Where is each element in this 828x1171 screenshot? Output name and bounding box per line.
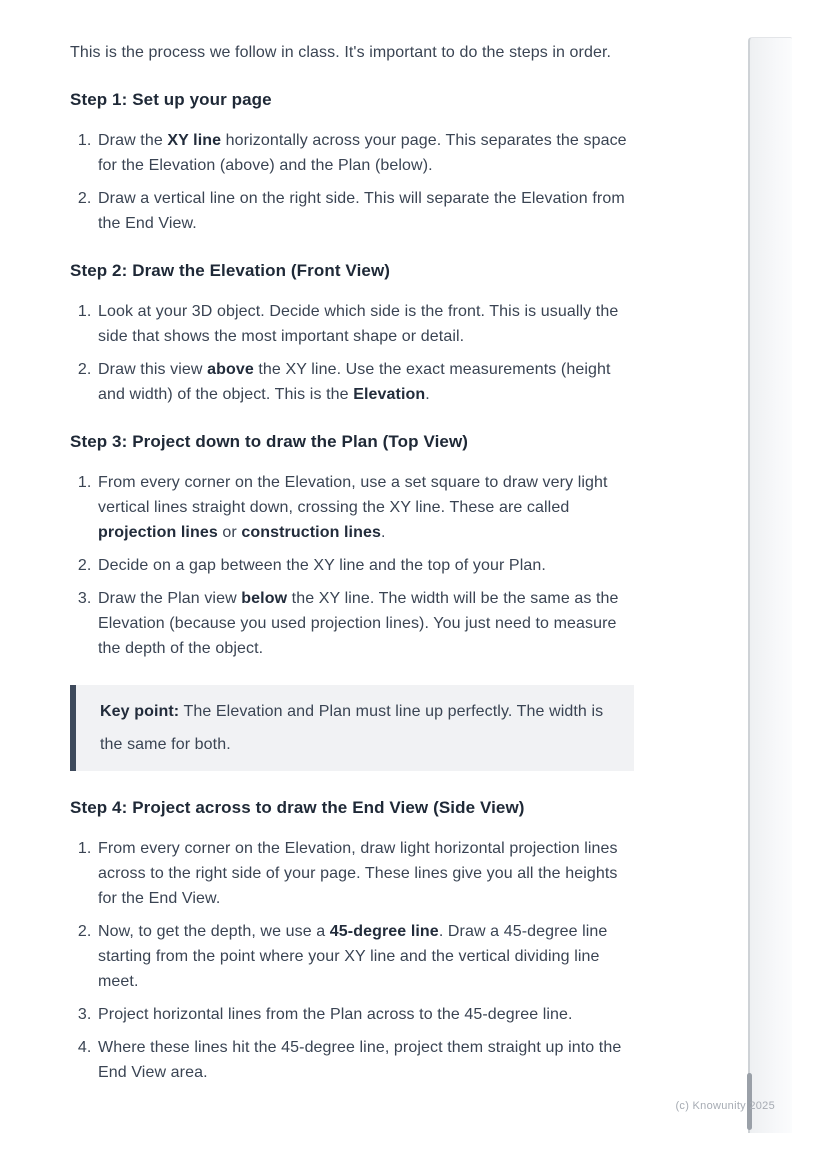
step-2-list bbox=[70, 299, 634, 407]
list-item: 1. Look at your 3D object. Decide which side is the front. This is usually the side that shows the most important shape or detail. bbox=[96, 299, 634, 349]
list-item: 2. Draw a vertical line on the right side. This will separate the Elevation from the End View. bbox=[96, 186, 634, 236]
key-point-text: Key point: The Elevation and Plan must line up perfectly. The width is the same for both. bbox=[100, 703, 604, 753]
step-4-list bbox=[70, 836, 634, 1085]
list-item: 2. Decide on a gap between the XY line and the top of your Plan. bbox=[96, 553, 634, 578]
section-step-1 bbox=[70, 87, 634, 236]
list-item: 1. Draw the XY line horizontally across your page. This separates the space for the Elevation (above) and the Plan (below). bbox=[96, 128, 634, 178]
list-item: 4. Where these lines hit the 45-degree line, project them straight up into the End View area. bbox=[96, 1035, 634, 1085]
section-step-3 bbox=[70, 429, 634, 661]
intro-paragraph: This is the process we follow in class. It's important to do the steps in order. bbox=[70, 44, 612, 61]
step-2-heading: Step 2: Draw the Elevation (Front View) bbox=[70, 261, 391, 280]
section-step-2 bbox=[70, 258, 634, 407]
list-item: 1. From every corner on the Elevation, use a set square to draw very light vertical lines straight down, crossing the XY line. These are called projection lines or construction lines. bbox=[96, 470, 634, 545]
key-point-callout bbox=[70, 685, 634, 771]
step-4-heading: Step 4: Project across to draw the End View (Side View) bbox=[70, 798, 525, 817]
copyright-footer: (c) Knowunity 2025 bbox=[675, 1100, 775, 1112]
list-item: 2. Draw this view above the XY line. Use the exact measurements (height and width) of the object. This is the Elevation. bbox=[96, 357, 634, 407]
list-item: 1. From every corner on the Elevation, draw light horizontal projection lines across to the right side of your page. These lines give you all the heights for the End View. bbox=[96, 836, 634, 911]
list-item: 2. Now, to get the depth, we use a 45-degree line. Draw a 45-degree line starting from the point where your XY line and the vertical dividing line meet. bbox=[96, 919, 634, 994]
list-item: 3. Draw the Plan view below the XY line. The width will be the same as the Elevation (because you used projection lines). You just need to measure the depth of the object. bbox=[96, 586, 634, 661]
section-step-4 bbox=[70, 795, 634, 1085]
document-content bbox=[70, 40, 634, 1105]
step-3-list bbox=[70, 470, 634, 661]
step-1-heading: Step 1: Set up your page bbox=[70, 90, 272, 109]
list-item: 3. Project horizontal lines from the Plan across to the 45-degree line. bbox=[96, 1002, 634, 1027]
next-page-edge[interactable] bbox=[748, 37, 792, 1133]
step-1-list bbox=[70, 128, 634, 236]
step-3-heading: Step 3: Project down to draw the Plan (Top View) bbox=[70, 432, 469, 451]
